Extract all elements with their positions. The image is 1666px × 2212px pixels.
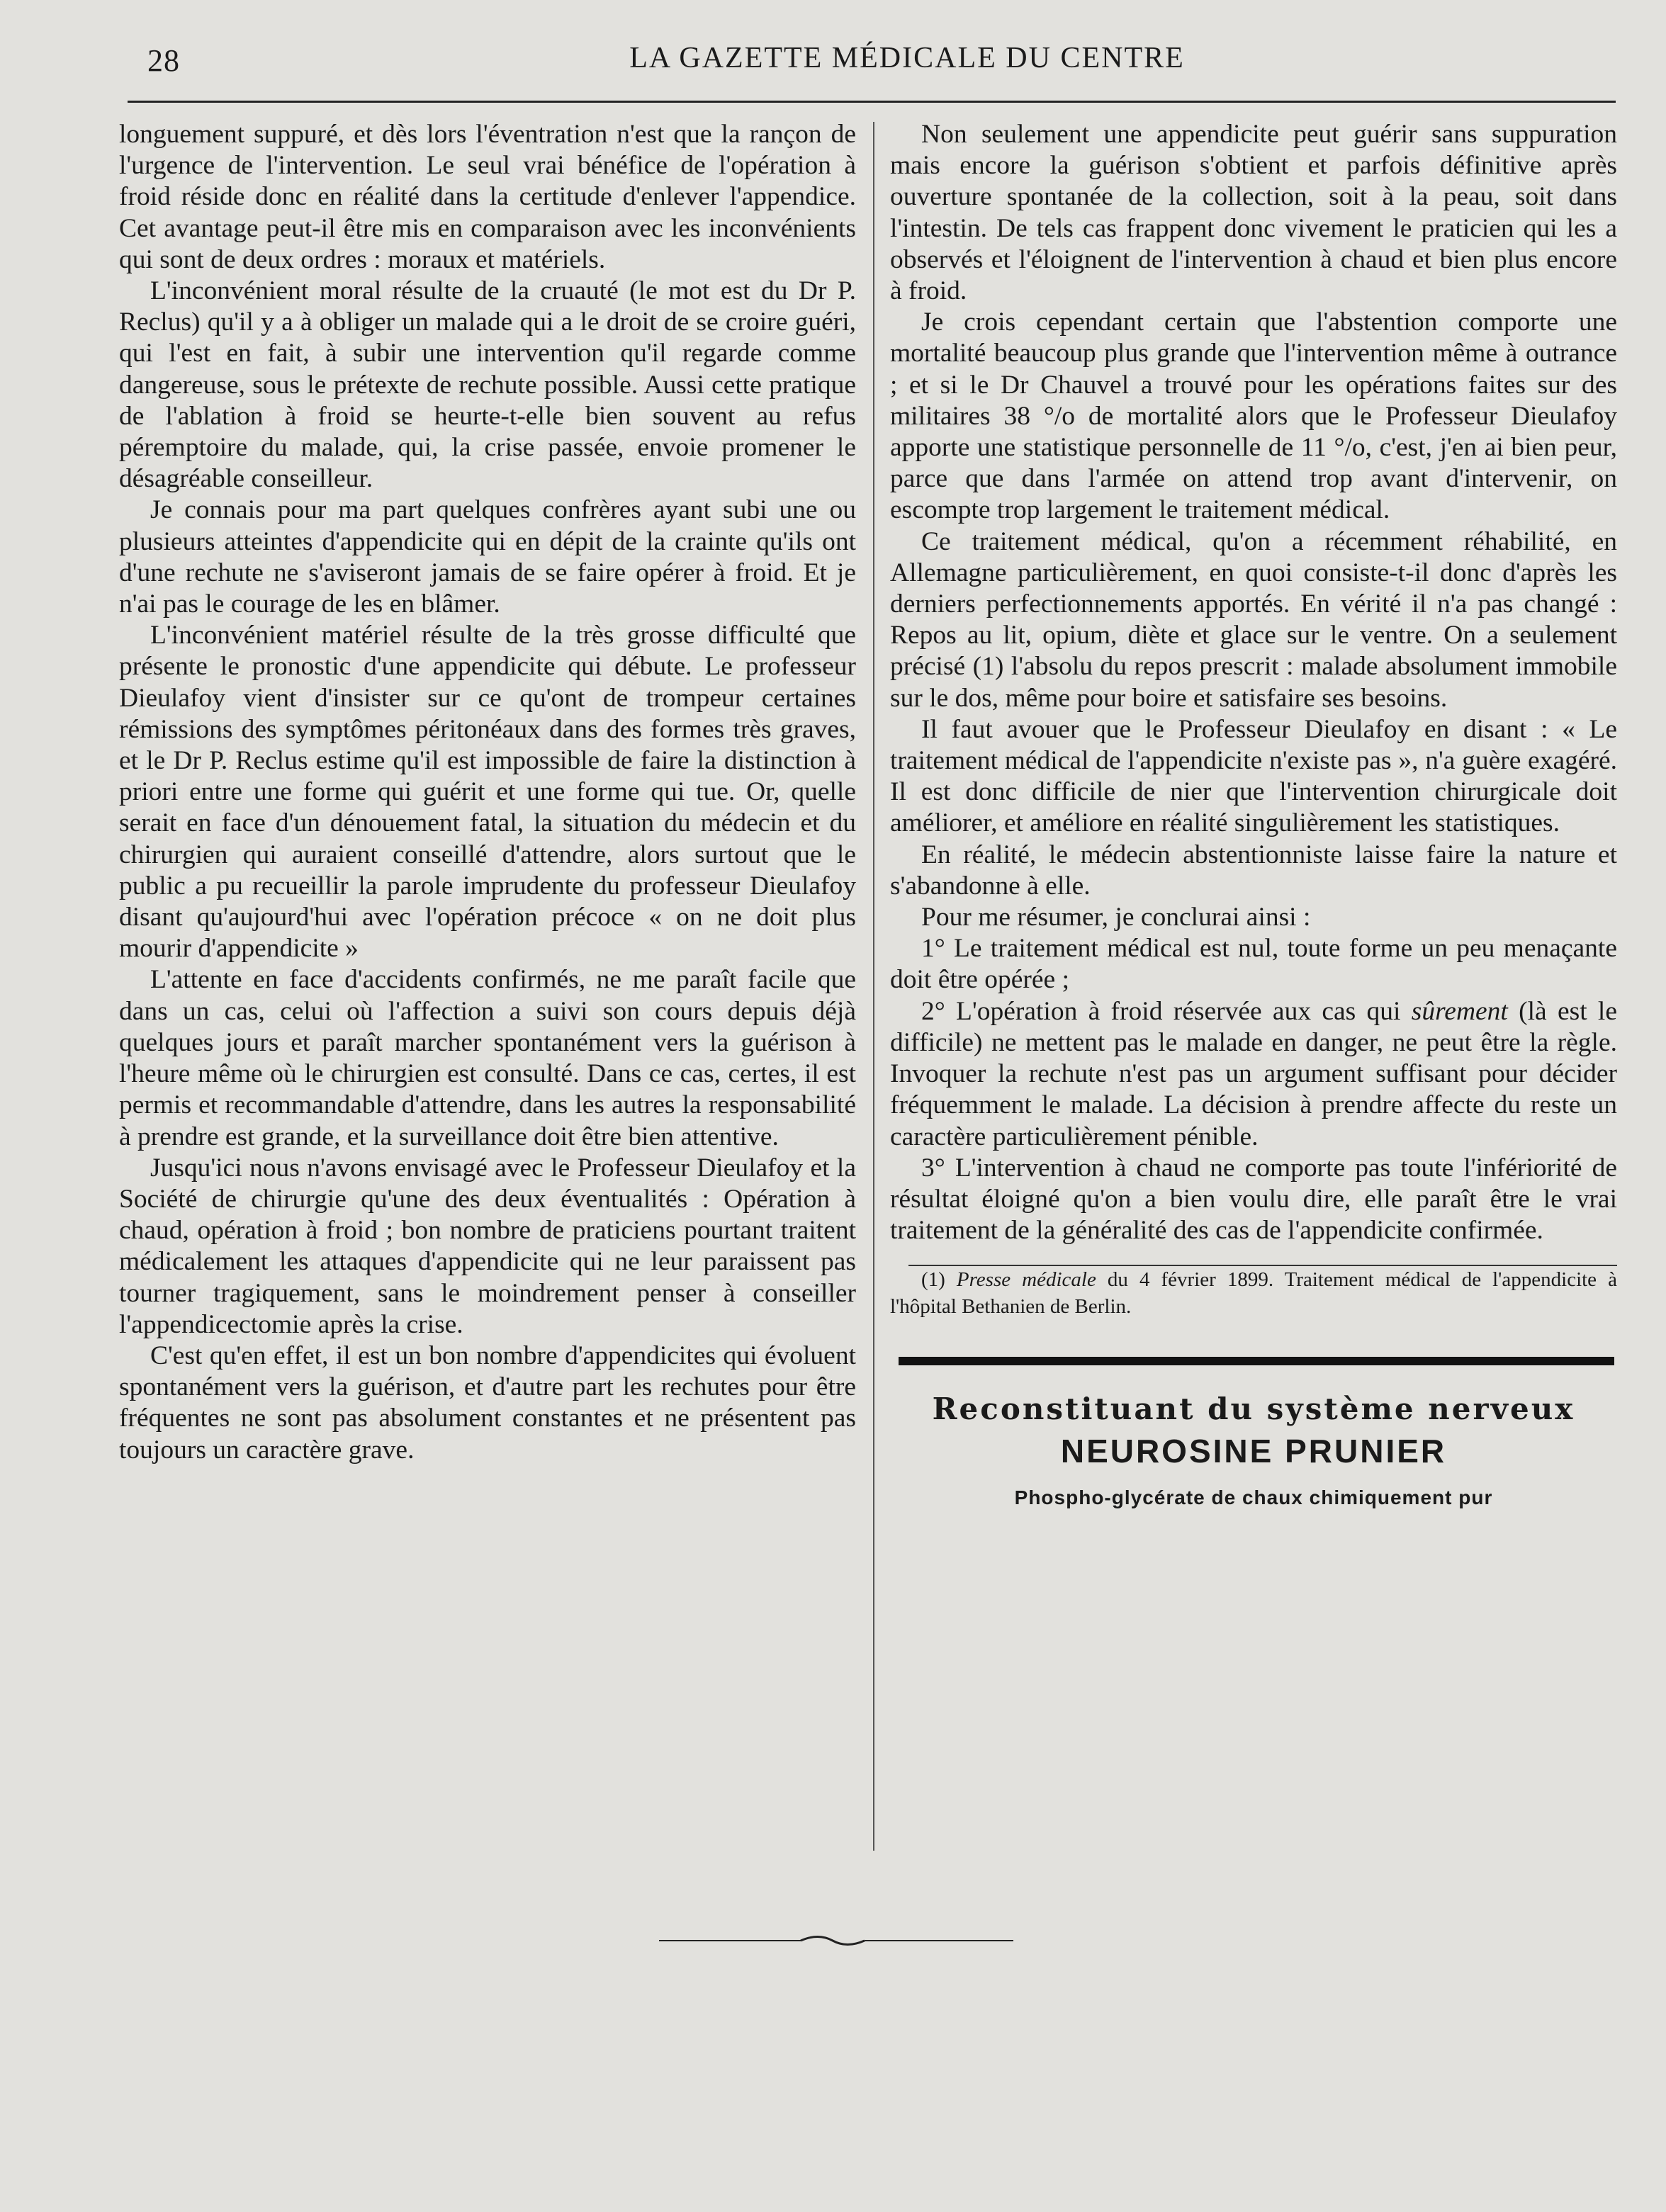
point-2-italic: sûrement [1411,996,1508,1026]
paragraph: Je crois cependant certain que l'abstention comporte une mortalité beaucoup plus grande que l'intervention même à outrance ; et si le Dr Chauvel a trouvé pour les opérations faites sur des militaires 38 °/o de mortalité alors que le Professeur Dieulafoy apporte une statistique personnelle de 11 °/o, c'est, j'en ai bien peur, parce que dans l'armée on attend trop avant d'intervenir, on escompte trop largement le traitement médical. [890,307,1617,525]
paragraph: L'inconvénient matériel résulte de la très grosse difficulté que présente le pronostic d'une appendicite qui débute. Le professeur Dieulafoy vient d'insister sur ce qu'ont de trompeur certaines rémissions des symptômes péritonéaux dans des formes très graves, et le Dr P. Reclus estime qu'il est impossible de faire la distinction à priori entre une forme qui guérit et une forme qui tue. Or, quelle serait en face d'un dénouement fatal, la situation du médecin et du chirurgien qui auraient conseillé d'attendre, alors surtout que le public a pu recueillir la parole imprudente du professeur Dieulafoy disant qu'aujourd'hui avec l'opération précoce « on ne doit plus mourir d'appendicite » [119,621,856,964]
paragraph: Ce traitement médical, qu'on a récemment réhabilité, en Allemagne particulièrement, en quoi consiste-t-il donc d'après les derniers perfectionnements apportés. En vérité il n'a pas changé : Repos au lit, opium, diète et glace sur le ventre. On a seulement précisé (1) l'absolu du repos prescrit : malade absolument immobile sur le dos, même pour boire et satisfaire ses besoins. [890,526,1617,713]
footnote-source: Presse médicale [956,1268,1096,1292]
footnote-text: du 4 février 1899. Traitement médical de l'appendicite à l'hôpital Bethanien de Berlin. [890,1268,1617,1319]
advertisement-tagline: Reconstituant du système nerveux [932,1392,1575,1427]
footnote-number: (1) [921,1268,957,1292]
paragraph: 3° L'intervention à chaud ne comporte pas toute l'infériorité de résultat éloigné qu'on a bien voulu dire, elle paraît être le vrai traitement de la généralité des cas de l'appendicite confirmée. [890,1153,1617,1246]
header-rule [128,101,1616,103]
paragraph: Pour me résumer, je conclurai ainsi : [921,903,1311,932]
running-head-title: LA GAZETTE MÉDICALE DU CENTRE [629,42,1185,74]
paragraph: Jusqu'ici nous n'avons envisagé avec le Professeur Dieulafoy et la Société de chirurgie qu'une des deux éventualités : Opération à chaud, opération à froid ; bon nombre de praticiens pourtant traitent médicalement les attaques d'appendicite qui ne leur paraissent pas tourner tragiquement, sans le moindrement penser à conseiller l'appendicectomie après la crise. [119,1153,856,1339]
paragraph: Non seulement une appendicite peut guérir sans suppuration mais encore la guérison s'obtient et parfois définitive après ouverture spontanée de la collection, soit à la peau, soit dans l'intestin. De tels cas frappent donc vivement le praticien qui les a observés et l'éloignent de l'intervention à chaud et bien plus encore à froid. [890,120,1617,306]
paragraph: longuement suppuré, et dès lors l'éventration n'est que la rançon de l'urgence de l'intervention. Le seul vrai bénéfice de l'opération à froid réside donc en réalité dans la certitude d'enlever l'appendice. Cet avantage peut-il être mis en comparaison avec les inconvénients qui sont de deux ordres : moraux et matériels. [119,120,856,274]
right-column [890,119,1617,1513]
paragraph: Je connais pour ma part quelques confrères ayant subi une ou plusieurs atteintes d'appendicite qui en dépit de la crainte qu'ils ont d'une rechute ne s'aviseront jamais de se faire opérer à froid. Et je n'ai pas le courage de les en blâmer. [119,495,856,619]
page-number: 28 [147,43,180,78]
paragraph: L'attente en face d'accidents confirmés, ne me paraît facile que dans un cas, celui où l'affection a suivi son cours depuis déjà quelques jours et paraît marcher spontanément vers la guérison à l'heure même où le chirurgien est consulté. Dans ce cas, certes, il est permis et recommandable d'attendre, dans les autres la responsabilité à prendre est grande, et la surveillance doit être bien attentive. [119,965,856,1151]
advertisement-rule [899,1357,1614,1365]
advertisement-product: NEUROSINE PRUNIER [1060,1432,1447,1469]
advertisement-description: Phospho-glycérate de chaux chimiquement pur [1014,1486,1493,1508]
paragraph: C'est qu'en effet, il est un bon nombre d'appendicites qui évoluent spontanément vers la guérison, et d'autre part les rechutes pour être fréquentes ne sont pas absolument constantes et ne présentent pas toujours un caractère grave. [119,1341,856,1465]
point-2-text: 2° L'opération à froid réservée aux cas qui [921,996,1412,1026]
paragraph: Il faut avouer que le Professeur Dieulafoy en disant : « Le traitement médical de l'appendicite n'existe pas », n'a guère exagéré. Il est donc difficile de nier que l'intervention chirurgicale doit améliorer, et améliore en réalité singulièrement les statistiques. [890,714,1617,838]
column-divider [873,122,874,1851]
point-2-text-end: (là est le difficile) ne mettent pas le malade en danger, ne peut être la règle. Invoquer la rechute n'est pas un argument suffisant pour décider fréquemment le malade. La décision à prendre affecte du reste un caractère particulièrement pénible. [890,996,1617,1151]
paragraph: En réalité, le médecin abstentionniste laisse faire la nature et s'abandonne à elle. [890,840,1617,901]
paragraph: L'inconvénient moral résulte de la cruauté (le mot est du Dr P. Reclus) qu'il y a à obliger un malade qui a le droit de se croire guéri, qui l'est en fait, à subir une intervention qu'il regarde comme dangereuse, sous le prétexte de rechute possible. Aussi cette pratique de l'ablation à froid se heurte-t-elle bien souvent au refus péremptoire du malade, qui, la crise passée, envoie promener le désagréable conseilleur. [119,276,856,494]
footnote [890,1266,1617,1320]
paragraph: 1° Le traitement médical est nul, toute forme un peu menaçante doit être opérée ; [890,934,1617,995]
paragraph-point-2 [890,996,1617,1153]
left-column [119,119,856,1466]
end-ornament [659,1930,1013,1951]
